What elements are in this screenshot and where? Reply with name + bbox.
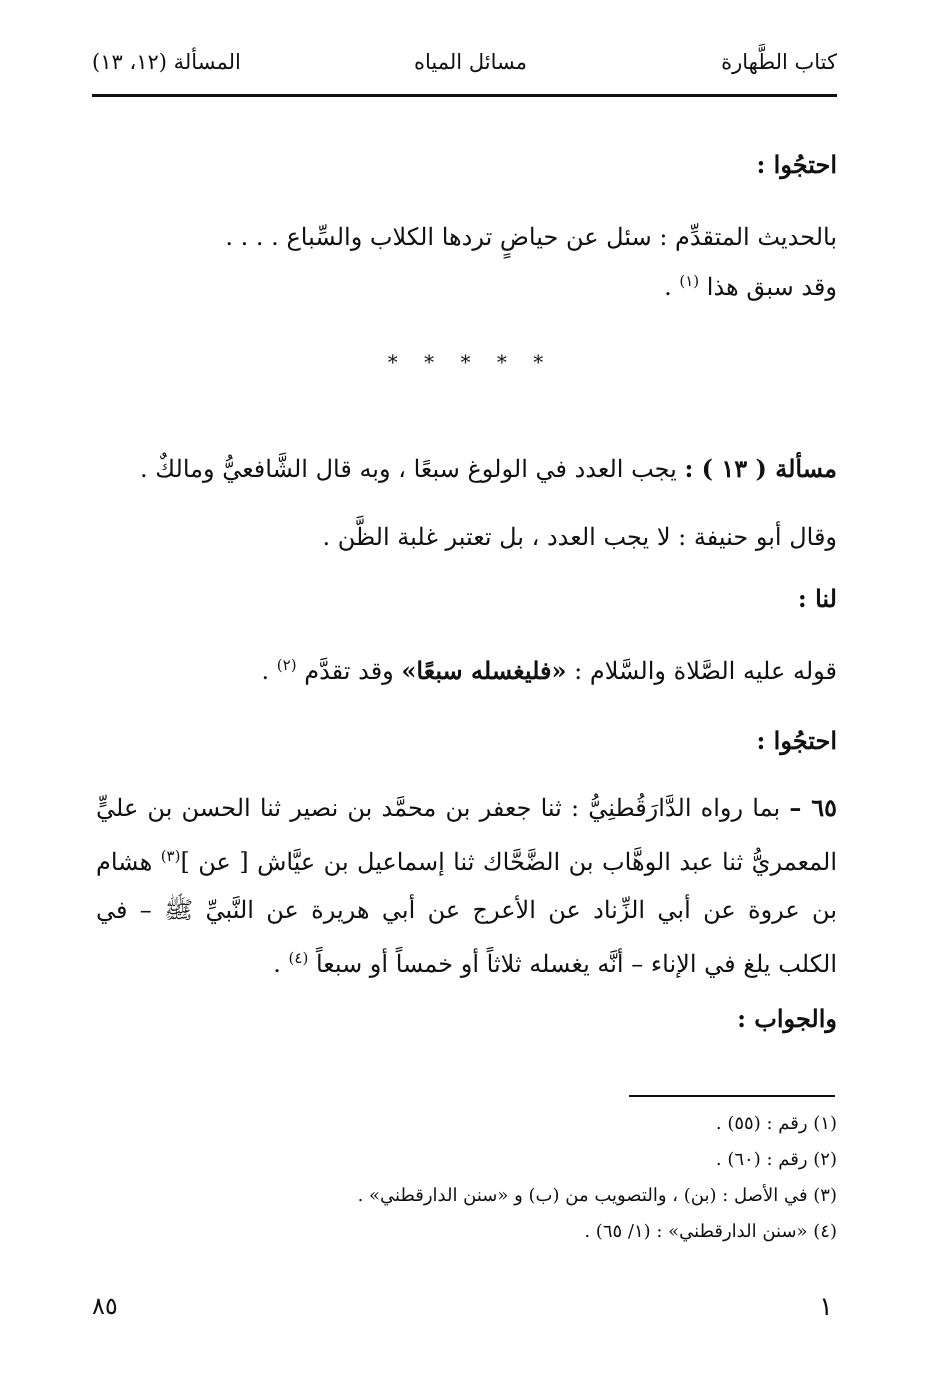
narration-text: ثنا جعفر بن محمَّد بن نصير ثنا الحسن بن عليٍّ المعمريُّ ثنا عبد الوهَّاب بن الضَّحَّاك ثنا إسماعيل بن عيَّاش [ عن ] [96,794,837,876]
answer-heading: والجواب : [737,1004,837,1033]
section1-line2 [96,256,837,312]
footnote-ref-2: (٢) [276,656,297,674]
hadith-end: . [261,657,270,685]
narration-intro: بما رواه الدَّارَقُطنِيُّ : [571,794,781,822]
section-separator: * * * * * [387,350,554,374]
narration-end: . [273,950,281,978]
narration-text-2: هشام بن عروة عن أبي الزِّناد عن الأعرج عن أبي هريرة عن النَّبيِّ ﷺ – في الكلب يلغ في الإناء – أنَّه يغسله ثلاثاً أو خمساً أو سبعاً [96,848,837,978]
hadith-line [96,640,837,696]
header-book-title: كتاب الطَّهارة [721,50,837,74]
volume-number: ١ [819,1292,833,1322]
issue-13-line [96,444,837,494]
issue-label: مسألة ( ١٣ ) : [684,454,837,483]
narration-number: ٦٥ – [789,793,837,822]
section1-heading: احتجُوا : [756,150,837,179]
header-chapter-title: مسائل المياه [414,50,527,74]
narration-paragraph [96,784,837,988]
issue-text: يجب العدد في الولوغ سبعًا ، وبه قال الشَّافعيُّ ومالكٌ . [140,455,677,483]
footnote-1: (١) رقم : (٥٥) . [715,1113,837,1134]
section1-line2-end: . [664,273,672,301]
footnote-ref-4: (٤) [288,949,309,967]
abu-hanifa-line: وقال أبو حنيفة : لا يجب العدد ، بل تعتبر غلبة الظَّن . [322,523,837,551]
footnote-3: (٣) في الأصل : (بن) ، والتصويب من (ب) و «سنن الدارقطني» . [357,1185,837,1206]
header-issue-number: المسألة (١٢، ١٣) [92,50,241,74]
footnote-ref-3: (٣) [160,847,181,865]
footnote-ref-1: (١) [679,272,700,290]
page-number: ٨٥ [92,1292,118,1320]
hadith-after: وقد تقدَّم [304,657,394,685]
hadith-intro: قوله عليه الصَّلاة والسَّلام : [574,657,837,685]
ihtajju-heading: احتجُوا : [756,726,837,755]
section1-line1: بالحديث المتقدِّم : سئل عن حياضٍ تردها الكلاب والسِّباع . . . . [225,223,837,251]
lana-heading: لنا : [797,584,837,613]
header-rule [92,94,837,97]
footnote-4: (٤) «سنن الدارقطني» : (١/ ٦٥) . [584,1221,837,1242]
section1-line2-text: وقد سبق هذا [706,273,837,301]
hadith-quote: «فليغسله سبعًا» [401,656,567,685]
footnote-2: (٢) رقم : (٦٠) . [715,1149,837,1170]
footnote-rule [629,1095,835,1097]
